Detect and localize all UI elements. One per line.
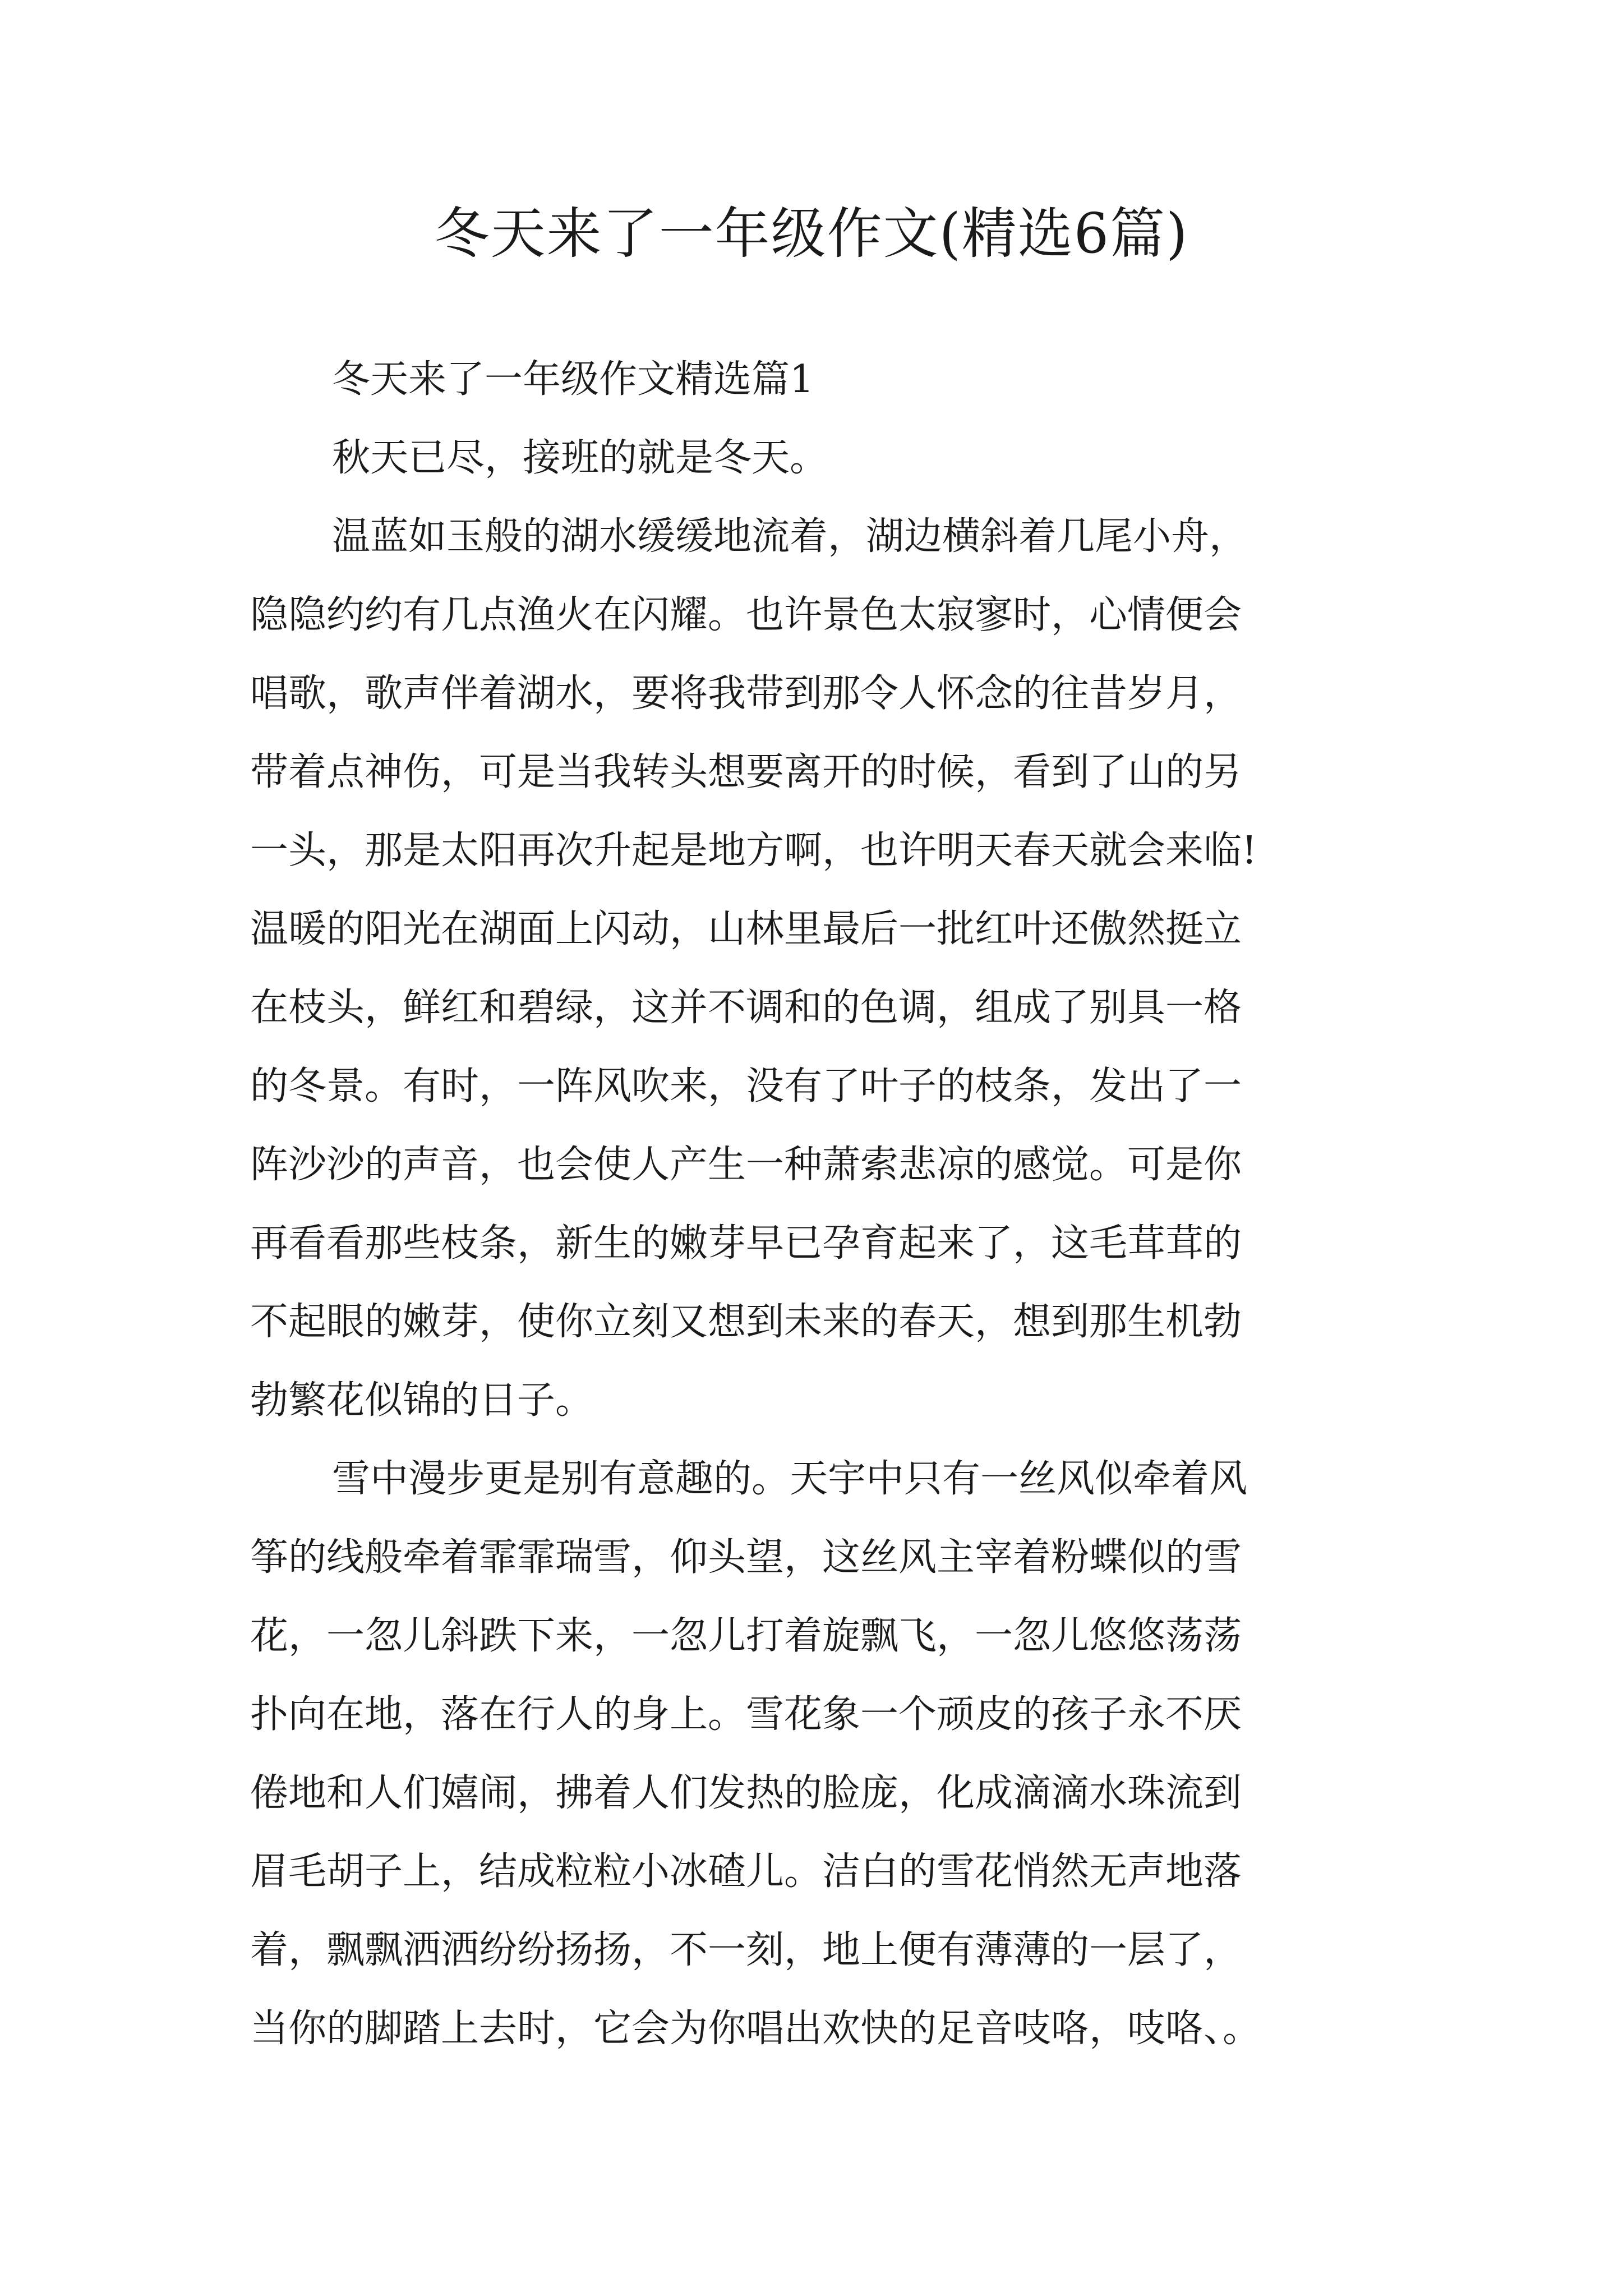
paragraph-line: 隐隐约约有几点渔火在闪耀。也许景色太寂寥时，心情便会: [250, 593, 1242, 637]
paragraph-line: 再看看那些枝条，新生的嫩芽早已孕育起来了，这毛茸茸的: [250, 1221, 1242, 1266]
paragraph-line: 在枝头，鲜红和碧绿，这并不调和的色调，组成了别具一格: [250, 986, 1242, 1030]
section-heading: 冬天来了一年级作文精选篇1: [332, 357, 814, 402]
paragraph-line: 眉毛胡子上，结成粒粒小冰碴儿。洁白的雪花悄然无声地落: [250, 1849, 1242, 1894]
document-body: [250, 341, 1405, 2068]
paragraph-line: 着，飘飘洒洒纷纷扬扬，不一刻，地上便有薄薄的一层了，: [250, 1928, 1242, 1972]
paragraph-line: 倦地和人们嬉闹，拂着人们发热的脸庞，化成滴滴水珠流到: [250, 1771, 1242, 1815]
paragraph-line: 温蓝如玉般的湖水缓缓地流着，湖边横斜着几尾小舟，: [332, 514, 1248, 559]
paragraph-line: 阵沙沙的声音，也会使人产生一种萧索悲凉的感觉。可是你: [250, 1143, 1242, 1187]
paragraph-line: 秋天已尽，接班的就是冬天。: [332, 436, 828, 480]
paragraph-line: 花，一忽儿斜跌下来，一忽儿打着旋飘飞，一忽儿悠悠荡荡: [250, 1614, 1242, 1658]
paragraph-line: 扑向在地，落在行人的身上。雪花象一个顽皮的孩子永不厌: [250, 1692, 1242, 1737]
paragraph-line: 不起眼的嫩芽，使你立刻又想到未来的春天，想到那生机勃: [250, 1300, 1242, 1344]
paragraph-line: 一头，那是太阳再次升起是地方啊，也许明天春天就会来临!: [250, 829, 1257, 873]
paragraph-line: 筝的线般牵着霏霏瑞雪，仰头望，这丝风主宰着粉蝶似的雪: [250, 1535, 1242, 1580]
paragraph-line: 雪中漫步更是别有意趣的。天宇中只有一丝风似牵着风: [332, 1457, 1248, 1501]
paragraph-line: 带着点神伤，可是当我转头想要离开的时候，看到了山的另: [250, 750, 1242, 794]
paragraph-line: 当你的脚踏上去时，它会为你唱出欢快的足音吱咯，吱咯、。: [250, 2007, 1261, 2051]
paragraph-line: 温暖的阳光在湖面上闪动，山林里最后一批红叶还傲然挺立: [250, 907, 1242, 951]
paragraph-line: 的冬景。有时，一阵风吹来，没有了叶子的枝条，发出了一: [250, 1064, 1242, 1108]
paragraph-line: 勃繁花似锦的日子。: [250, 1378, 594, 1423]
paragraph-line: 唱歌，歌声伴着湖水，要将我带到那令人怀念的往昔岁月，: [250, 671, 1242, 716]
document-title: 冬天来了一年级作文(精选6篇): [434, 202, 1189, 266]
